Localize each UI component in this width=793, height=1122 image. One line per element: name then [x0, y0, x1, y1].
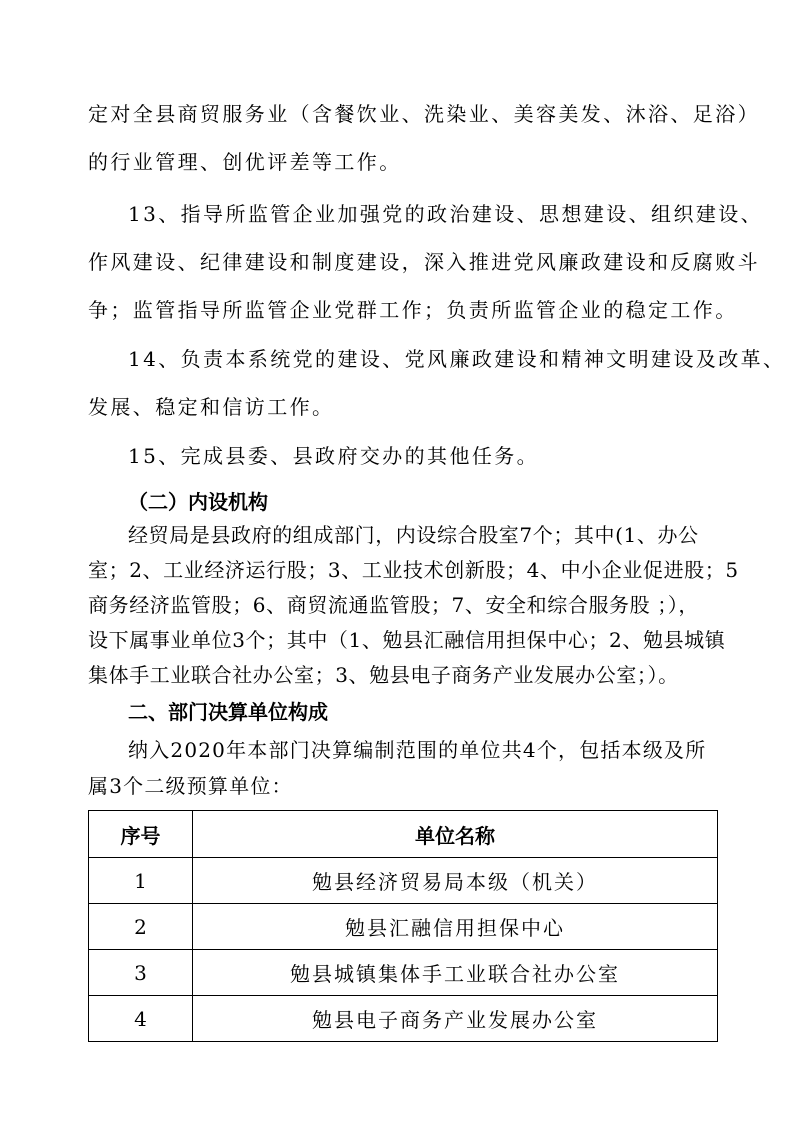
row-number: 3	[89, 950, 193, 996]
body-line-4: 作风建设、纪律建设和制度建设，深入推进党风廉政建设和反腐败斗	[88, 250, 760, 274]
structure-line-1: 经贸局是县政府的组成部门，内设综合股室7个；其中(1、办公	[128, 523, 699, 547]
section-heading-internal-structure: （二）内设机构	[128, 490, 268, 514]
row-number: 2	[89, 904, 193, 950]
row-number: 4	[89, 996, 193, 1042]
body-line-2: 的行业管理、创优评差等工作。	[88, 150, 402, 174]
body-line-1: 定对全县商贸服务业（含餐饮业、洗染业、美容美发、沐浴、足浴）	[88, 102, 760, 126]
body-line-7: 发展、稳定和信访工作。	[88, 395, 335, 419]
row-unit-name: 勉县经济贸易局本级（机关）	[193, 858, 718, 904]
table-row	[89, 904, 718, 950]
structure-line-3: 商务经济监管股；6、商贸流通监管股；7、安全和综合服务股 ；），	[88, 593, 700, 617]
row-number: 1	[89, 858, 193, 904]
header-unit-name: 单位名称	[193, 811, 718, 858]
row-unit-name: 勉县城镇集体手工业联合社办公室	[193, 950, 718, 996]
body-line-8: 15、完成县委、县政府交办的其他任务。	[128, 444, 540, 468]
table-row	[89, 996, 718, 1042]
structure-line-4: 设下属事业单位3个；其中（1、勉县汇融信用担保中心；2、勉县城镇	[88, 628, 726, 652]
body-line-5: 争；监管指导所监管企业党群工作；负责所监管企业的稳定工作。	[88, 298, 738, 322]
row-unit-name: 勉县电子商务产业发展办公室	[193, 996, 718, 1042]
structure-line-2: 室；2、工业经济运行股；3、工业技术创新股；4、中小企业促进股；5	[88, 558, 739, 582]
table-header-row	[89, 811, 718, 858]
row-unit-name: 勉县汇融信用担保中心	[193, 904, 718, 950]
header-serial-number: 序号	[89, 811, 193, 858]
section-heading-unit-composition: 二、部门决算单位构成	[128, 700, 328, 724]
body-line-6: 14、负责本系统党的建设、党风廉政建设和精神文明建设及改革、	[128, 347, 786, 371]
composition-line-1: 纳入2020年本部门决算编制范围的单位共4个，包括本级及所	[128, 738, 707, 762]
unit-table	[88, 810, 718, 1042]
body-line-3: 13、指导所监管企业加强党的政治建设、思想建设、组织建设、	[128, 202, 764, 226]
structure-line-5: 集体手工业联合社办公室；3、勉县电子商务产业发展办公室；）。	[88, 663, 679, 687]
composition-line-2: 属3个二级预算单位：	[88, 774, 293, 798]
table-row	[89, 858, 718, 904]
table-row	[89, 950, 718, 996]
